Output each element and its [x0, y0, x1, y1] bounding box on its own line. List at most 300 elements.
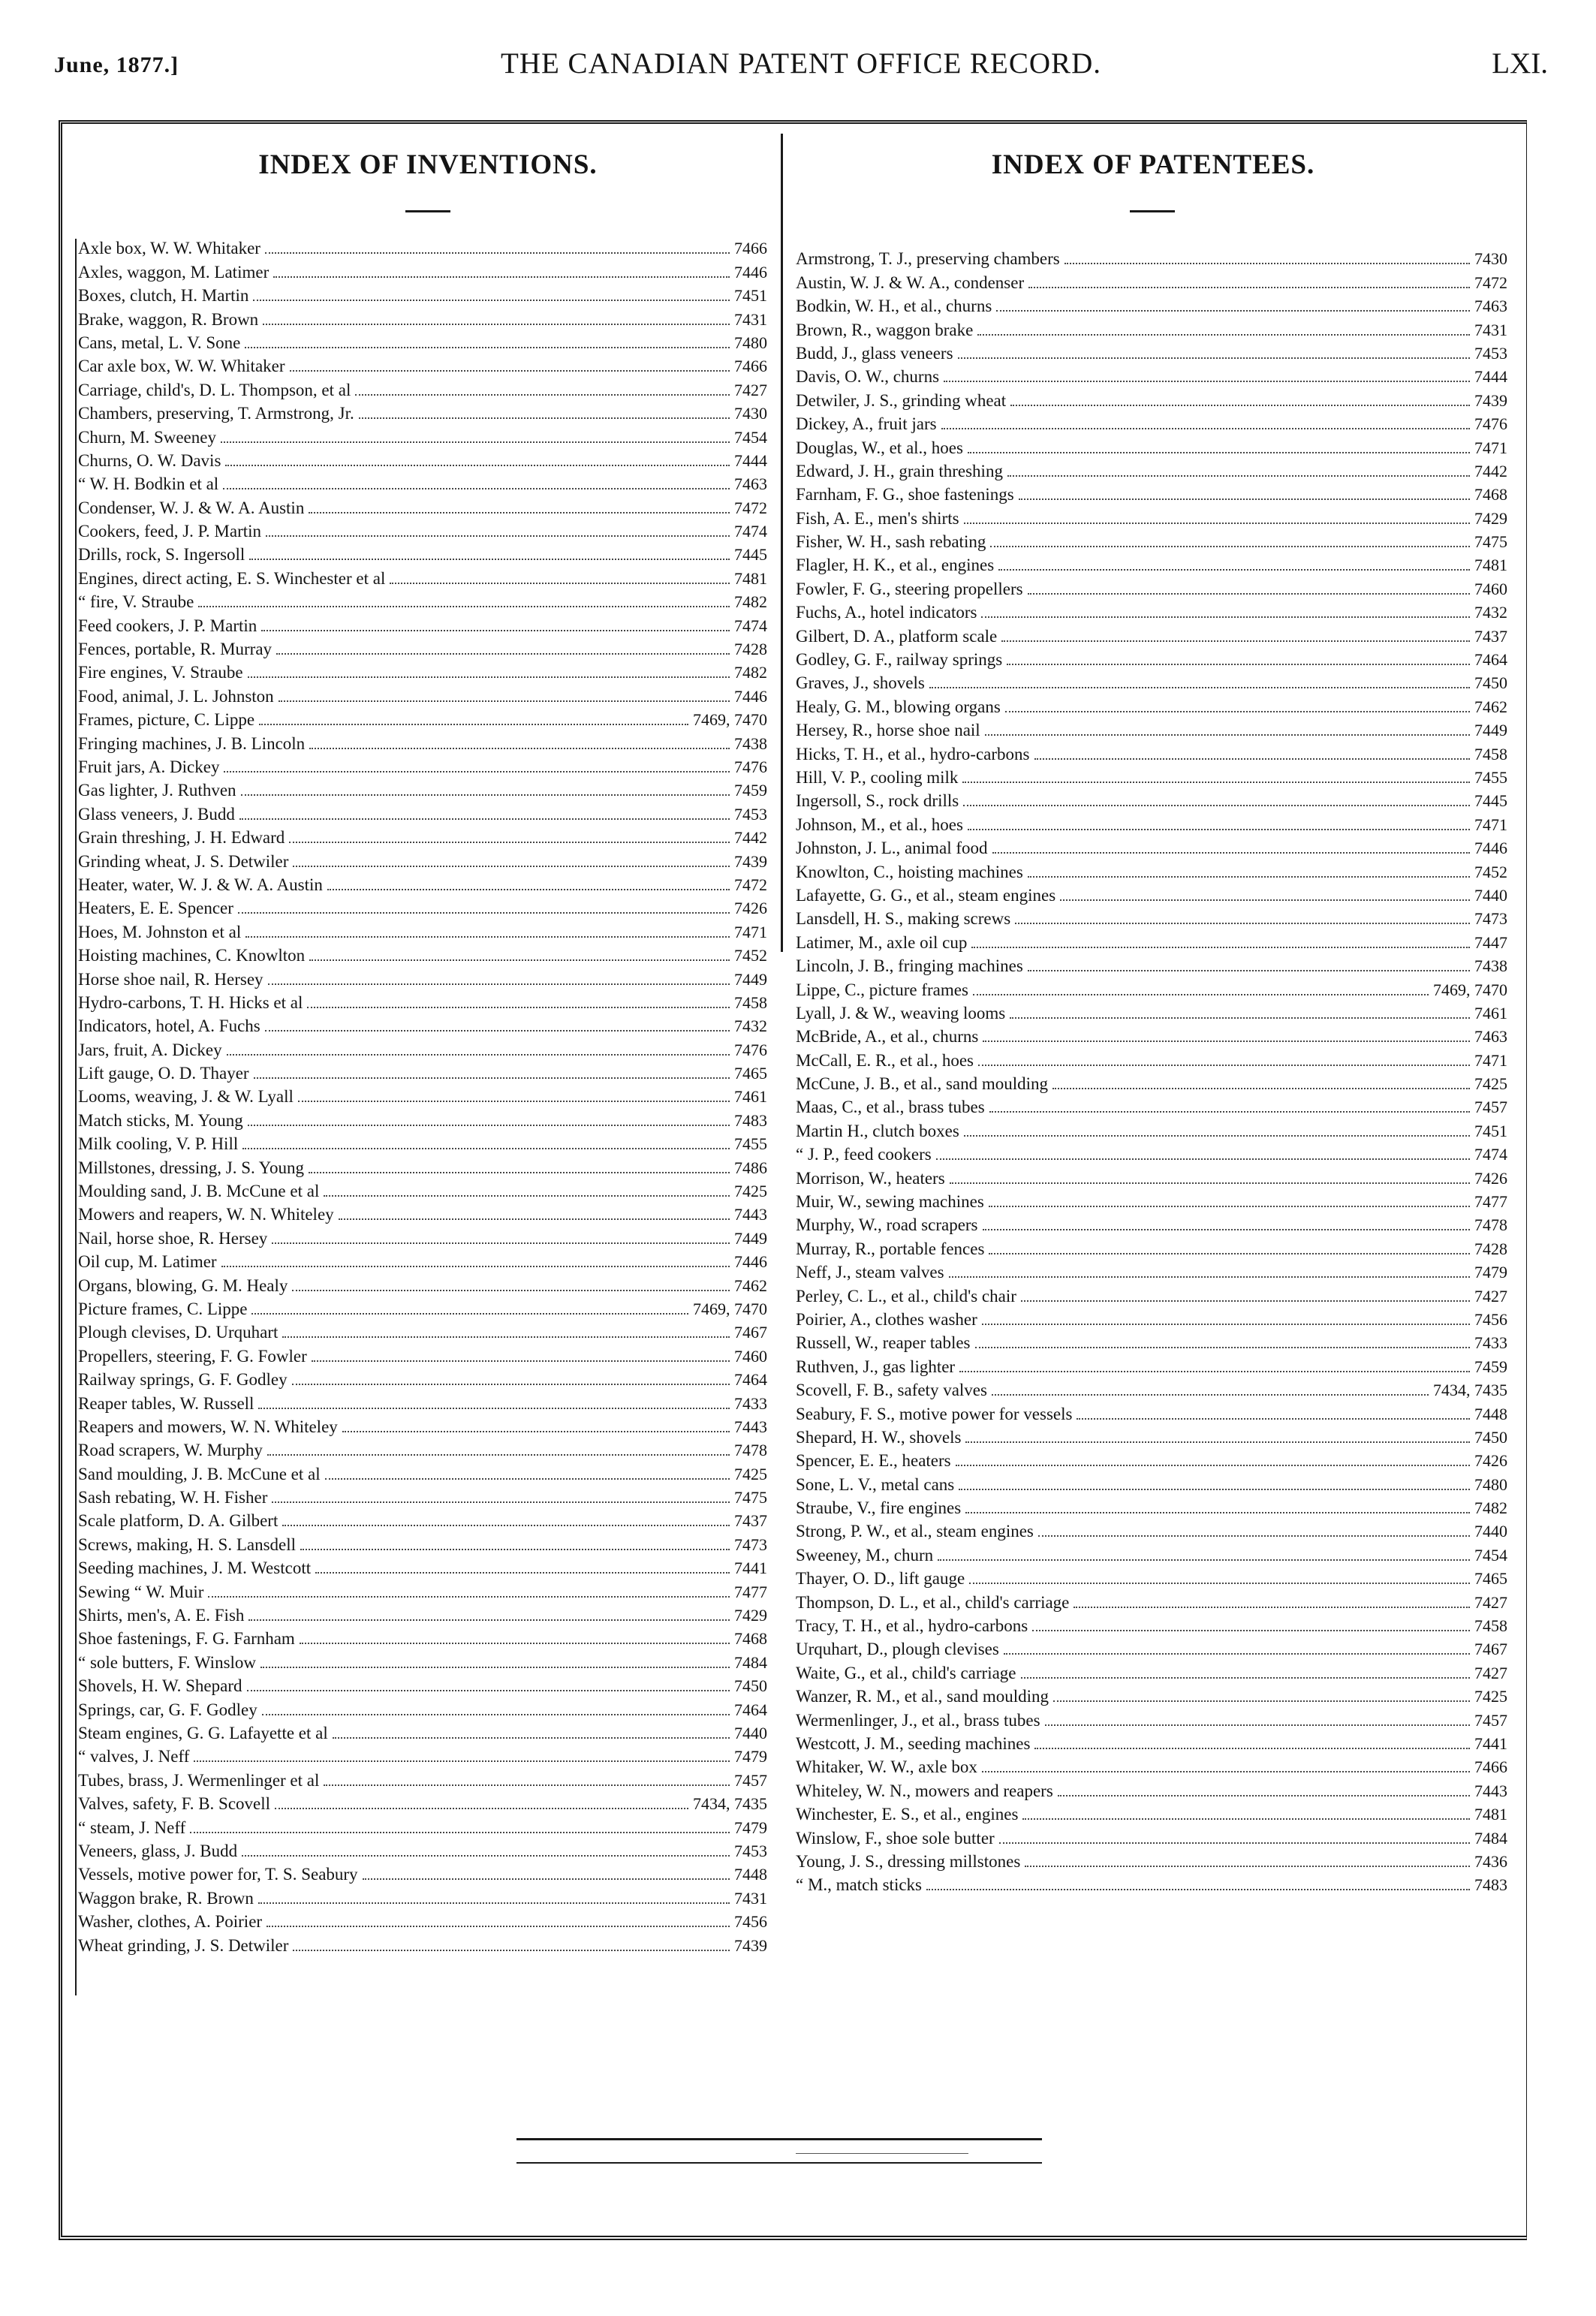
patentee-entry — [796, 387, 1507, 411]
dot-leader — [267, 1926, 730, 1927]
dot-leader — [290, 370, 730, 372]
patent-number: 7473 — [1474, 909, 1507, 929]
invention-entry — [78, 990, 767, 1013]
dot-leader — [1007, 664, 1470, 665]
patent-number: 7449 — [1474, 721, 1507, 740]
patent-number: 7427 — [1474, 1663, 1507, 1682]
entry-text: Farnham, F. G., shoe fastenings — [796, 485, 1014, 504]
entry-text: Scovell, F. B., safety valves — [796, 1381, 987, 1400]
patentee-entry — [796, 1024, 1507, 1047]
patentee-entry — [796, 670, 1507, 694]
dot-leader — [1052, 1088, 1470, 1089]
entry-text: “ W. H. Bodkin et al — [78, 474, 219, 494]
patentee-entry — [796, 1778, 1507, 1801]
dot-leader — [190, 1832, 730, 1833]
entry-text: Hoisting machines, C. Knowlton — [78, 946, 306, 965]
dot-leader — [359, 417, 730, 419]
patentee-entry — [796, 341, 1507, 364]
patent-number: 7451 — [734, 286, 767, 306]
entry-text: Shovels, H. W. Shepard — [78, 1676, 242, 1696]
invention-entry — [78, 1155, 767, 1178]
invention-entry — [78, 1862, 767, 1885]
patentee-entry — [796, 1754, 1507, 1778]
patentee-entry — [796, 1684, 1507, 1707]
patentee-entry — [796, 1731, 1507, 1754]
dot-leader — [273, 276, 730, 278]
dot-leader — [221, 441, 730, 443]
left-margin-rule — [75, 239, 77, 1995]
patent-number: 7472 — [1474, 273, 1507, 292]
dot-leader — [1021, 1677, 1471, 1679]
patent-number: 7437 — [734, 1511, 767, 1531]
patent-number: 7480 — [734, 333, 767, 352]
invention-entry — [78, 306, 767, 330]
patent-number: 7462 — [734, 1275, 767, 1295]
patent-number: 7429 — [734, 1606, 767, 1625]
entry-text: Grain threshing, J. H. Edward — [78, 828, 285, 848]
dot-leader — [339, 1218, 730, 1220]
patentee-entry — [796, 1047, 1507, 1071]
patent-number: 7459 — [1474, 1357, 1507, 1376]
dot-leader — [926, 1889, 1470, 1890]
dot-leader — [300, 1643, 730, 1644]
dot-leader — [265, 252, 730, 254]
patentee-entry — [796, 623, 1507, 646]
invention-entry — [78, 424, 767, 447]
entry-text: Heaters, E. E. Spencer — [78, 899, 233, 918]
entry-text: Muir, W., sewing machines — [796, 1192, 984, 1212]
invention-entry — [78, 589, 767, 613]
patentees-heading-rule — [1130, 210, 1175, 212]
patentee-entry — [796, 1330, 1507, 1354]
patentee-entry — [796, 435, 1507, 458]
patent-number: 7446 — [1474, 839, 1507, 858]
dot-leader — [309, 748, 730, 749]
dot-leader — [363, 1878, 730, 1880]
entry-text: Healy, G. M., blowing organs — [796, 697, 1001, 716]
dot-leader — [279, 700, 730, 702]
entry-text: Murphy, W., road scrapers — [796, 1215, 978, 1235]
dot-leader — [245, 347, 730, 348]
patentee-entry — [796, 765, 1507, 788]
entry-text: Brown, R., waggon brake — [796, 320, 974, 339]
column-divider — [781, 134, 783, 952]
patentee-entry — [796, 929, 1507, 953]
invention-entry — [78, 1225, 767, 1248]
entry-text: Knowlton, C., hoisting machines — [796, 862, 1023, 881]
patent-number: 7453 — [734, 1841, 767, 1860]
dot-leader — [938, 1559, 1470, 1561]
entry-text: Shoe fastenings, F. G. Farnham — [78, 1629, 295, 1649]
invention-entry — [78, 259, 767, 282]
patent-number: 7440 — [734, 1724, 767, 1742]
patent-number: 7482 — [1474, 1498, 1507, 1518]
patent-number: 7449 — [734, 969, 767, 989]
patent-number: 7463 — [1474, 1027, 1507, 1047]
patent-number: 7483 — [1474, 1875, 1507, 1895]
entry-text: Lippe, C., picture frames — [796, 980, 968, 999]
patent-number: 7447 — [1474, 932, 1507, 952]
patent-number: 7432 — [1474, 603, 1507, 622]
patent-number: 7482 — [734, 592, 767, 612]
invention-entry — [78, 1839, 767, 1862]
patent-number: 7450 — [1474, 673, 1507, 693]
patent-number: 7456 — [1474, 1309, 1507, 1329]
patent-number: 7474 — [734, 522, 767, 541]
patentee-entry — [796, 1071, 1507, 1095]
invention-entry — [78, 1414, 767, 1438]
entry-text: Oil cup, M. Latimer — [78, 1252, 217, 1272]
invention-entry — [78, 1061, 767, 1084]
patent-number: 7428 — [1474, 1239, 1507, 1258]
entry-text: Springs, car, G. F. Godley — [78, 1700, 257, 1719]
entry-text: “ J. P., feed cookers — [796, 1145, 932, 1164]
dot-leader — [242, 1148, 730, 1149]
patent-number: 7426 — [1474, 1168, 1507, 1188]
invention-entry — [78, 1272, 767, 1296]
entry-text: Thompson, D. L., et al., child's carriage — [796, 1592, 1070, 1612]
patent-number: 7430 — [1474, 249, 1507, 269]
dot-leader — [194, 1760, 730, 1762]
patent-number: 7473 — [734, 1534, 767, 1554]
dot-leader — [221, 1266, 730, 1267]
dot-leader — [969, 1583, 1470, 1584]
patentee-entry — [796, 553, 1507, 576]
entry-text: Tubes, brass, J. Wermenlinger et al — [78, 1770, 320, 1790]
entry-text: Westcott, J. M., seeding machines — [796, 1734, 1031, 1753]
entry-text: Vessels, motive power for, T. S. Seabury — [78, 1865, 358, 1884]
invention-entry — [78, 1320, 767, 1343]
patentee-entry — [796, 294, 1507, 317]
entry-text: Fowler, F. G., steering propellers — [796, 579, 1023, 598]
dot-leader — [261, 630, 730, 631]
patent-number: 7469, 7470 — [1433, 980, 1507, 999]
entry-text: McBride, A., et al., churns — [796, 1027, 979, 1047]
entry-text: Horse shoe nail, R. Hersey — [78, 969, 263, 989]
entry-text: Grinding wheat, J. S. Detwiler — [78, 851, 289, 871]
patent-number: 7448 — [734, 1865, 767, 1884]
invention-entry — [78, 1626, 767, 1649]
inventions-heading: INDEX OF INVENTIONS. — [258, 149, 598, 180]
patent-number: 7468 — [1474, 485, 1507, 504]
patent-number: 7477 — [1474, 1192, 1507, 1212]
entry-text: Hill, V. P., cooling milk — [796, 767, 959, 787]
invention-entry — [78, 1179, 767, 1202]
footer-rule-short — [796, 2153, 968, 2154]
patent-number: 7445 — [734, 545, 767, 565]
patent-number: 7440 — [1474, 1522, 1507, 1541]
dot-leader — [1032, 1630, 1470, 1631]
patent-number: 7444 — [1474, 367, 1507, 387]
entry-text: Lincoln, J. B., fringing machines — [796, 956, 1023, 976]
dot-leader — [996, 310, 1470, 312]
invention-entry — [78, 1367, 767, 1390]
dot-leader — [1021, 1300, 1470, 1302]
patentee-entry — [796, 600, 1507, 623]
patentee-entry — [796, 1236, 1507, 1259]
entry-text: Feed cookers, J. P. Martin — [78, 616, 257, 635]
dot-leader — [265, 1030, 730, 1032]
patent-number: 7457 — [1474, 1098, 1507, 1117]
patent-number: 7438 — [734, 733, 767, 753]
dot-leader — [342, 1431, 730, 1432]
entry-text: Chambers, preserving, T. Armstrong, Jr. — [78, 404, 354, 423]
entry-text: Fisher, W. H., sash rebating — [796, 532, 986, 552]
dot-leader — [949, 1276, 1470, 1278]
invention-entry — [78, 919, 767, 942]
patent-number: 7475 — [734, 1488, 767, 1507]
dot-leader — [254, 1077, 730, 1079]
patent-number: 7428 — [734, 640, 767, 659]
patent-number: 7444 — [734, 450, 767, 470]
entry-text: Johnston, J. L., animal food — [796, 839, 988, 858]
dot-leader — [985, 734, 1470, 736]
patent-number: 7440 — [1474, 885, 1507, 905]
patent-number: 7482 — [734, 663, 767, 682]
entry-text: Hoes, M. Johnston et al — [78, 922, 242, 941]
patent-number: 7479 — [1474, 1263, 1507, 1282]
dot-leader — [248, 676, 730, 678]
patentee-entry — [796, 741, 1507, 764]
dot-leader — [992, 1394, 1429, 1396]
entry-text: Fringing machines, J. B. Lincoln — [78, 733, 306, 753]
patent-number: 7425 — [734, 1464, 767, 1483]
dot-leader — [247, 1690, 730, 1691]
dot-leader — [1001, 640, 1470, 642]
entry-text: Fire engines, V. Straube — [78, 663, 243, 682]
entry-text: Detwiler, J. S., grinding wheat — [796, 390, 1007, 410]
dot-leader — [964, 523, 1470, 524]
patent-number: 7465 — [734, 1064, 767, 1083]
entry-text: Reapers and mowers, W. N. Whiteley — [78, 1417, 338, 1436]
entry-text: Milk cooling, V. P. Hill — [78, 1134, 239, 1154]
patent-number: 7427 — [1474, 1592, 1507, 1612]
dot-leader — [1019, 498, 1470, 500]
patentee-entry — [796, 1354, 1507, 1377]
entry-text: Flagler, H. K., et al., engines — [796, 556, 995, 575]
dot-leader — [282, 1525, 730, 1526]
invention-entry — [78, 1885, 767, 1908]
entry-text: Plough clevises, D. Urquhart — [78, 1323, 279, 1342]
patentee-entry — [796, 718, 1507, 741]
entry-text: Ingersoll, S., rock drills — [796, 791, 959, 811]
dot-leader — [992, 852, 1470, 854]
dot-leader — [1028, 287, 1470, 288]
patent-number: 7454 — [1474, 1545, 1507, 1565]
patent-number: 7426 — [734, 899, 767, 918]
entry-text: Martin H., clutch boxes — [796, 1121, 959, 1140]
patent-number: 7466 — [734, 357, 767, 376]
patent-number: 7446 — [734, 262, 767, 282]
entry-text: Organs, blowing, G. M. Healy — [78, 1275, 288, 1295]
dot-leader — [227, 1054, 730, 1056]
patent-number: 7486 — [734, 1158, 767, 1177]
entry-text: Spencer, E. E., heaters — [796, 1451, 951, 1471]
dot-leader — [248, 1619, 730, 1621]
dot-leader — [263, 324, 730, 325]
dot-leader — [977, 334, 1470, 336]
entry-text: McCall, E. R., et al., hoes — [796, 1050, 974, 1070]
dot-leader — [1007, 475, 1470, 477]
dot-leader — [1028, 876, 1470, 878]
dot-leader — [965, 1441, 1470, 1443]
dot-leader — [950, 1182, 1470, 1184]
dot-leader — [1034, 758, 1471, 760]
patent-number: 7481 — [1474, 1805, 1507, 1824]
patentee-entry — [796, 977, 1507, 1000]
patent-number: 7457 — [734, 1770, 767, 1790]
patentee-entry — [796, 1825, 1507, 1848]
invention-entry — [78, 637, 767, 660]
entry-text: Seeding machines, J. M. Westcott — [78, 1559, 312, 1578]
patentee-entry — [796, 953, 1507, 977]
dot-leader — [971, 947, 1470, 948]
dot-leader — [1025, 1866, 1470, 1867]
entry-text: Wanzer, R. M., et al., sand moulding — [796, 1687, 1049, 1706]
dot-leader — [293, 1950, 730, 1951]
entry-text: Road scrapers, W. Murphy — [78, 1441, 263, 1460]
invention-entry — [78, 495, 767, 518]
dot-leader — [324, 1195, 730, 1197]
entry-text: Strong, P. W., et al., steam engines — [796, 1522, 1034, 1541]
dot-leader — [982, 1324, 1470, 1325]
patentee-entry — [796, 411, 1507, 435]
dot-leader — [1005, 711, 1470, 712]
patentee-entry — [796, 1212, 1507, 1236]
entry-text: Whiteley, W. N., mowers and reapers — [796, 1781, 1053, 1800]
patentee-entry — [796, 1872, 1507, 1896]
entry-text: Axles, waggon, M. Latimer — [78, 262, 270, 282]
patent-number: 7479 — [734, 1818, 767, 1837]
patent-number: 7476 — [734, 1040, 767, 1059]
patentee-entry — [796, 1378, 1507, 1401]
patent-number: 7441 — [1474, 1734, 1507, 1753]
invention-entry — [78, 1508, 767, 1531]
invention-entry — [78, 565, 767, 589]
patent-number: 7458 — [734, 992, 767, 1012]
entry-text: Hicks, T. H., et al., hydro-carbons — [796, 744, 1030, 763]
invention-entry — [78, 1438, 767, 1461]
dot-leader — [276, 653, 730, 655]
patent-number: 7463 — [1474, 297, 1507, 316]
invention-entry — [78, 1131, 767, 1155]
dot-leader — [941, 428, 1470, 429]
entry-text: Boxes, clutch, H. Martin — [78, 286, 249, 306]
entry-text: Valves, safety, F. B. Scovell — [78, 1794, 271, 1814]
dot-leader — [239, 818, 730, 820]
dot-leader — [248, 1125, 730, 1126]
dot-leader — [989, 1111, 1470, 1113]
entry-text: Cookers, feed, J. P. Martin — [78, 522, 262, 541]
invention-entry — [78, 1791, 767, 1815]
patent-number: 7439 — [734, 851, 767, 871]
dot-leader — [390, 583, 730, 584]
entry-text: Railway springs, G. F. Godley — [78, 1370, 288, 1390]
dot-leader — [333, 1737, 730, 1739]
dot-leader — [999, 1842, 1470, 1844]
patent-number: 7476 — [734, 757, 767, 776]
patent-number: 7467 — [734, 1323, 767, 1342]
invention-entry — [78, 1390, 767, 1414]
patent-number: 7469, 7470 — [693, 710, 767, 730]
dot-leader — [1028, 970, 1470, 971]
invention-entry — [78, 613, 767, 636]
entry-text: Young, J. S., dressing millstones — [796, 1851, 1021, 1871]
entry-text: Churn, M. Sweeney — [78, 427, 216, 447]
dot-leader — [1022, 1818, 1470, 1820]
patent-number: 7460 — [734, 1346, 767, 1366]
dot-leader — [981, 616, 1470, 618]
entry-text: Screws, making, H. S. Lansdell — [78, 1534, 297, 1554]
invention-entry — [78, 1249, 767, 1272]
dot-leader — [282, 1336, 730, 1338]
dot-leader — [355, 394, 730, 396]
dot-leader — [989, 1206, 1470, 1207]
entry-text: Frames, picture, C. Lippe — [78, 710, 255, 730]
dot-leader — [983, 1229, 1470, 1230]
dot-leader — [325, 1478, 730, 1480]
dot-leader — [293, 866, 730, 867]
entry-text: Axle box, W. W. Whitaker — [78, 239, 260, 258]
patentee-entry — [796, 1637, 1507, 1660]
invention-entry — [78, 1037, 767, 1060]
dot-leader — [292, 1384, 730, 1385]
patent-number: 7442 — [1474, 461, 1507, 480]
dot-leader — [1053, 1700, 1470, 1702]
patent-number: 7460 — [1474, 579, 1507, 598]
dot-leader — [1060, 899, 1470, 901]
patent-number: 7462 — [1474, 697, 1507, 716]
invention-entry — [78, 1909, 767, 1932]
entry-text: Mowers and reapers, W. N. Whiteley — [78, 1205, 334, 1224]
entry-text: Bodkin, W. H., et al., churns — [796, 297, 992, 316]
patent-number: 7425 — [1474, 1074, 1507, 1094]
patentee-entry — [796, 812, 1507, 835]
invention-entry — [78, 1697, 767, 1720]
patentee-entry — [796, 246, 1507, 270]
footer-rule-lower — [516, 2162, 1042, 2164]
dot-leader — [298, 1101, 730, 1102]
patent-number: 7426 — [1474, 1451, 1507, 1471]
invention-entry — [78, 1815, 767, 1838]
patent-number: 7465 — [1474, 1569, 1507, 1589]
invention-entry — [78, 1767, 767, 1790]
patent-number: 7450 — [1474, 1427, 1507, 1447]
entry-text: Jars, fruit, A. Dickey — [78, 1040, 222, 1059]
patent-number: 7451 — [1474, 1121, 1507, 1140]
patent-number: 7476 — [1474, 414, 1507, 434]
patent-number: 7461 — [734, 1087, 767, 1107]
dot-leader — [1034, 1748, 1470, 1749]
patent-number: 7449 — [734, 1228, 767, 1248]
dot-leader — [309, 1172, 730, 1173]
patentee-entry — [796, 364, 1507, 387]
dot-leader — [959, 1371, 1470, 1372]
patentee-entry — [796, 1613, 1507, 1637]
patentee-entry — [796, 459, 1507, 482]
dot-leader — [327, 889, 730, 890]
patentee-entry — [796, 576, 1507, 599]
patentee-entry — [796, 1283, 1507, 1306]
patentee-entry — [796, 788, 1507, 812]
entry-text: Neff, J., steam valves — [796, 1263, 944, 1282]
dot-leader — [260, 1667, 730, 1668]
patent-number: 7439 — [1474, 390, 1507, 410]
patentees-index-list — [796, 246, 1507, 1896]
invention-entry — [78, 401, 767, 424]
entry-text: Sash rebating, W. H. Fisher — [78, 1488, 268, 1507]
entry-text: Car axle box, W. W. Whitaker — [78, 357, 285, 376]
